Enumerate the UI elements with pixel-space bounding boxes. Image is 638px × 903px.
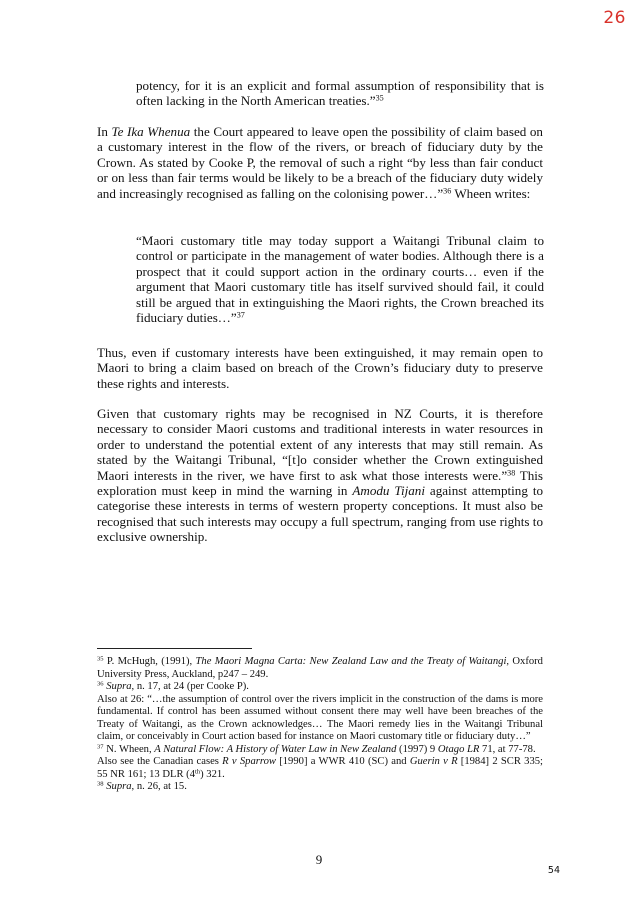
page-number: 9 (315, 852, 323, 867)
case-name: Te Ika Whenua (111, 124, 191, 139)
text: (1997) 9 (396, 743, 438, 755)
footnote-number: 38 (97, 780, 104, 788)
case-name: R v Sparrow (222, 756, 276, 767)
corner-page-label: 26 (603, 8, 626, 28)
paragraph-customary-rights (97, 406, 543, 545)
case-name: Amodu Tijani (352, 483, 425, 499)
supra: Supra (106, 781, 132, 792)
article-title: A Natural Flow: A History of Water Law in New Zealand (154, 743, 397, 755)
footnote-ref-36[interactable]: 36 (443, 186, 452, 196)
footnote-ref-38[interactable]: 38 (507, 468, 516, 478)
text: Given that customary rights may be recognised in NZ Courts, it is therefore necessary to consider Maori customs and traditional interests in water resources in order to understand the potential extent of any interests that may still remain. As stated by the Waitangi Tribunal, “[t]o consider whether the Crown extinguished Maori interests in the river, we have first to ask what those interests were.” (97, 406, 543, 483)
footnote-ref-35[interactable]: 35 (375, 93, 384, 103)
footnote-36-continued: Also at 26: “…the assumption of control over the rivers implicit in the construction of the dams is more fundamental. If control has been assumed without consent there may well have been breaches of the Treaty of Waitangi, as the Crown acknowledges… The Maori remedy lies in the Waitangi Tribunal claim, or conceivably in Court action based for instance on Maori customary title or fiduciary duty…” (97, 693, 543, 742)
paragraph-continued-quote (136, 78, 544, 109)
text: Also see the Canadian cases (97, 756, 223, 767)
footnote-36 (97, 681, 543, 694)
block-quote-wheen (136, 233, 544, 325)
footnote-number: 37 (97, 743, 104, 751)
text: [1990] a WWR 410 (SC) and (275, 756, 410, 767)
footnote-37-continued (97, 756, 543, 781)
text: , n. 17, at 24 (per Cooke P). (131, 681, 249, 692)
footnote-38 (97, 781, 543, 794)
text: ) 321. (200, 768, 225, 780)
footnote-ref-37[interactable]: 37 (236, 310, 245, 320)
text: P. McHugh, (1991), (103, 656, 196, 667)
text: , Oxford University Press, Auckland, p247 – 249. (97, 656, 543, 680)
paragraph-customary-interests: Thus, even if customary interests have been extinguished, it may remain open to Maori to bring a claim based on breach of the Crown’s fiduciary duty to preserve these rights and interests. (97, 345, 543, 391)
text: , n. 26, at 15. (131, 781, 187, 792)
text: This exploration must keep in mind the warning in (97, 467, 543, 499)
text: [1984] 2 SCR 335; 55 NR 161; 13 DLR (4 (97, 756, 543, 780)
journal-name: Otago LR (437, 743, 480, 755)
paragraph-te-ika-whenua (97, 124, 543, 201)
footnotes (97, 656, 543, 794)
text: the Court appeared to leave open the possibility of claim based on a customary interest in the flow of the rivers, or breach of fiduciary duty by the Crown. As stated by Cooke P, the removal of such a right “by less than fair conduct or on less than fair terms would be likely to be a breach of the fiduciary duty widely and increasingly recognised as falling on the colonising power…” (97, 124, 543, 201)
side-page-number: 54 (547, 865, 560, 876)
footnote-37 (97, 744, 543, 757)
supra: Supra (106, 681, 132, 692)
case-name: Guerin v R (409, 756, 458, 767)
text: “Maori customary title may today support a Waitangi Tribunal claim to control or participate in the management of water bodies. Although there is a prospect that it could support action in the ordinary courts… even if the argument that Maori customary title has itself survived should fail, it could still be argued that in extinguishing the Maori rights, the Crown breached its fiduciary duties…” (136, 233, 544, 326)
text: against attempting to categorise these interests in terms of western property conceptions. It must also be recognised that such interests may occupy a full spectrum, ranging from use rights to exclusive ownership. (97, 483, 544, 545)
text: N. Wheen, (103, 743, 155, 755)
footnote-35 (97, 656, 543, 681)
ordinal-suffix: th (195, 768, 201, 776)
text: 71, at 77-78. (479, 743, 536, 755)
text: In (97, 124, 112, 139)
text: potency, for it is an explicit and formal assumption of responsibility that is often lacking in the North American treaties.” (136, 78, 544, 109)
footnote-number: 36 (97, 680, 104, 688)
footnote-number: 35 (97, 655, 104, 663)
book-title: The Maori Magna Carta: New Zealand Law and the Treaty of Waitangi (195, 656, 507, 667)
text: Wheen writes: (451, 185, 531, 201)
footnote-divider (97, 648, 252, 649)
